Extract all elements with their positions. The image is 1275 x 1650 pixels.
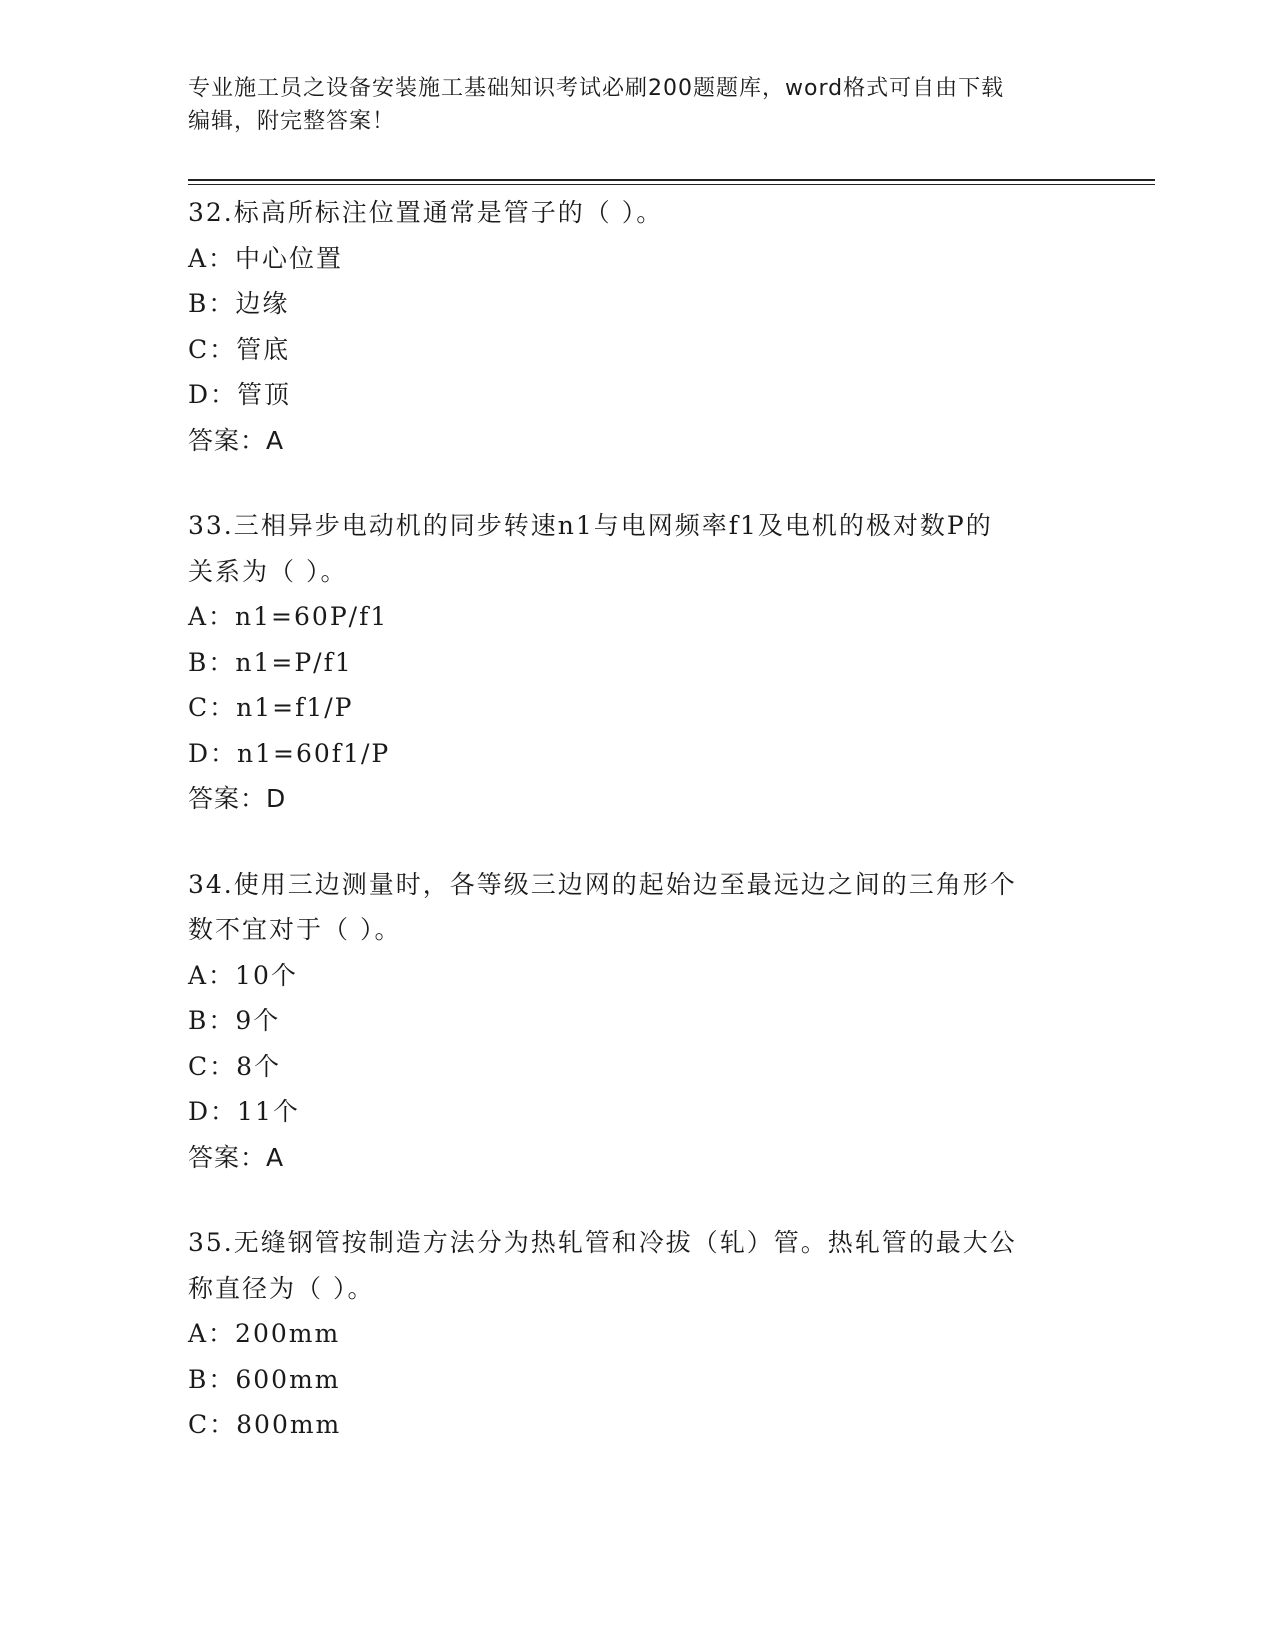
option-c: C：管底 [188, 334, 291, 364]
question-stem: 35.无缝钢管按制造方法分为热轧管和冷拔（轧）管。热轧管的最大公 [188, 1228, 1017, 1257]
question-34 [188, 862, 1088, 1181]
option-c: C：8个 [188, 1051, 282, 1081]
answer-label: 答案：A [188, 1142, 285, 1172]
question-stem: 34.使用三边测量时，各等级三边网的起始边至最远边之间的三角形个 [188, 869, 1017, 899]
option-c: C：800mm [188, 1410, 342, 1439]
option-d: D：管顶 [188, 380, 292, 409]
question-stem: 33.三相异步电动机的同步转速n1与电网频率f1及电机的极对数P的 [188, 511, 993, 540]
answer-label: 答案：A [188, 425, 285, 455]
option-a: A：n1=60P/f1 [188, 602, 389, 631]
question-list [188, 190, 1088, 1488]
question-35 [188, 1220, 1088, 1448]
option-b: B：n1=P/f1 [188, 647, 353, 677]
option-d: D：11个 [188, 1097, 300, 1126]
option-b: B：600mm [188, 1364, 341, 1394]
header-divider-thin [188, 184, 1155, 185]
question-33 [188, 503, 1088, 822]
question-stem-continued: 关系为（ ）。 [188, 556, 348, 586]
question-stem-continued: 称直径为（ ）。 [188, 1273, 375, 1303]
question-stem: 32.标高所标注位置通常是管子的（ ）。 [188, 198, 664, 227]
option-d: D：n1=60f1/P [188, 738, 391, 768]
answer-label: 答案：D [188, 784, 287, 813]
option-c: C：n1=f1/P [188, 693, 354, 722]
option-a: A：10个 [188, 960, 298, 990]
question-32 [188, 190, 1088, 463]
option-b: B：9个 [188, 1006, 281, 1035]
header-divider-thick [188, 179, 1155, 181]
header-line-2: 编辑，附完整答案！ [188, 109, 396, 134]
document-header [188, 72, 1088, 138]
header-line-1: 专业施工员之设备安装施工基础知识考试必刷200题题库，word格式可自由下载 [188, 76, 1005, 101]
option-b: B：边缘 [188, 289, 290, 318]
option-a: A：200mm [188, 1319, 341, 1348]
option-a: A：中心位置 [188, 243, 344, 273]
question-stem-continued: 数不宜对于（ ）。 [188, 915, 402, 944]
